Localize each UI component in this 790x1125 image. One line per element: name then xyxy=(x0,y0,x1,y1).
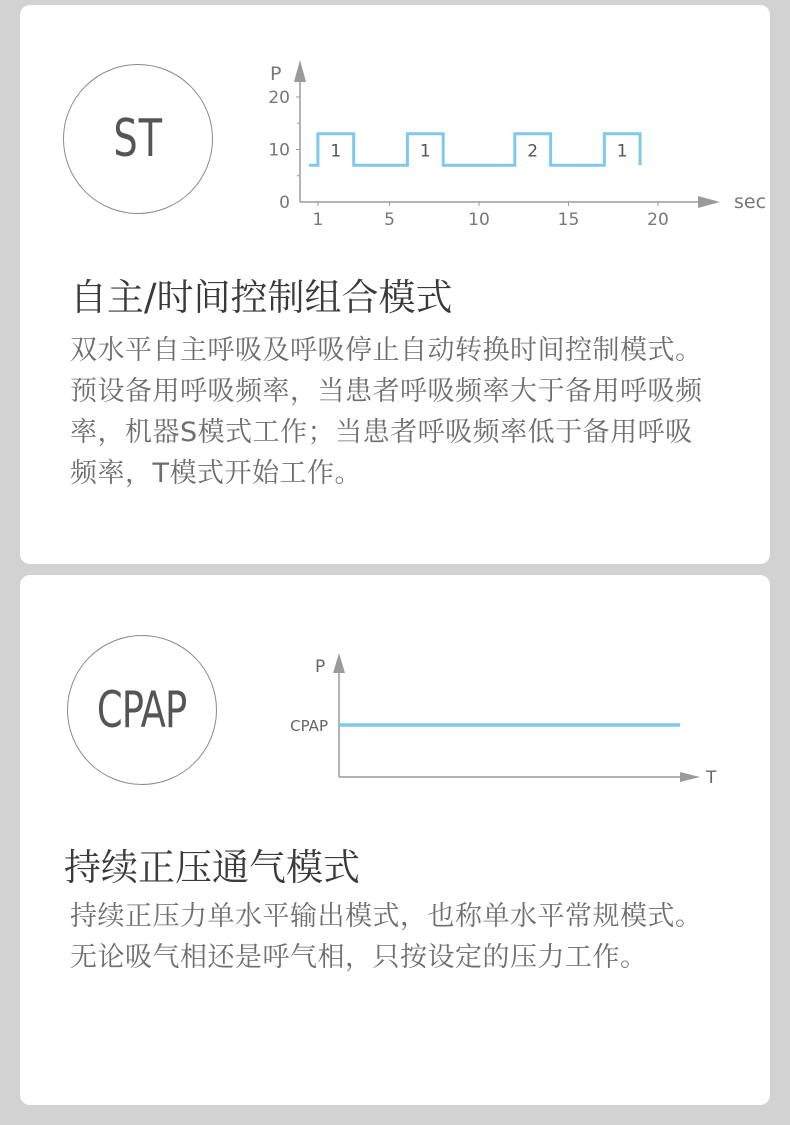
breath-count-label: 2 xyxy=(527,141,539,162)
cpap-badge xyxy=(67,635,217,785)
cpap-badge-label: CPAP xyxy=(97,681,187,739)
st-badge-label: ST xyxy=(113,109,163,169)
pressure-line xyxy=(309,134,640,166)
breath-count-label: 1 xyxy=(419,141,431,162)
x-tick-label: 1 xyxy=(312,210,324,230)
breath-count-label: 1 xyxy=(616,141,628,162)
cpap-mode-title: 持续正压通气模式 xyxy=(64,846,360,889)
x-axis-label: sec xyxy=(734,191,767,213)
x-tick-label: 15 xyxy=(557,210,580,230)
x-axis-arrow xyxy=(698,196,720,208)
y-tick-label: 0 xyxy=(279,193,290,213)
breath-count-label: 1 xyxy=(330,141,342,162)
y-tick-label: 20 xyxy=(268,88,290,108)
st-mode-card xyxy=(20,5,770,564)
cpap-mode-card xyxy=(20,575,770,1105)
cpap-pressure-chart xyxy=(260,650,730,790)
x-tick-label: 20 xyxy=(647,210,669,230)
y-axis-arrow xyxy=(333,653,345,673)
cpap-mode-description: 持续正压力单水平输出模式，也称单水平常规模式。无论吸气相还是呼气相，只按设定的压力工作。 xyxy=(70,901,703,973)
x-axis-arrow xyxy=(680,772,700,782)
y-axis-label: P xyxy=(315,657,326,677)
x-tick-label: 5 xyxy=(384,210,395,230)
st-mode-title: 自主/时间控制组合模式 xyxy=(70,276,453,319)
y-tick-label: 10 xyxy=(268,140,290,161)
y-axis-label: P xyxy=(270,63,282,85)
x-axis-label: T xyxy=(706,768,717,788)
y-axis-arrow xyxy=(294,60,306,82)
st-mode-description: 双水平自主呼吸及呼吸停止自动转换时间控制模式。预设备用呼吸频率，当患者呼吸频率大于备用呼吸频率，机器S模式工作；当患者呼吸频率低于备用呼吸频率，T模式开始工作。 xyxy=(70,335,703,489)
x-tick-label: 10 xyxy=(468,210,490,230)
st-badge xyxy=(63,64,213,214)
st-pressure-chart xyxy=(240,50,767,235)
cpap-level-label: CPAP xyxy=(290,717,328,735)
